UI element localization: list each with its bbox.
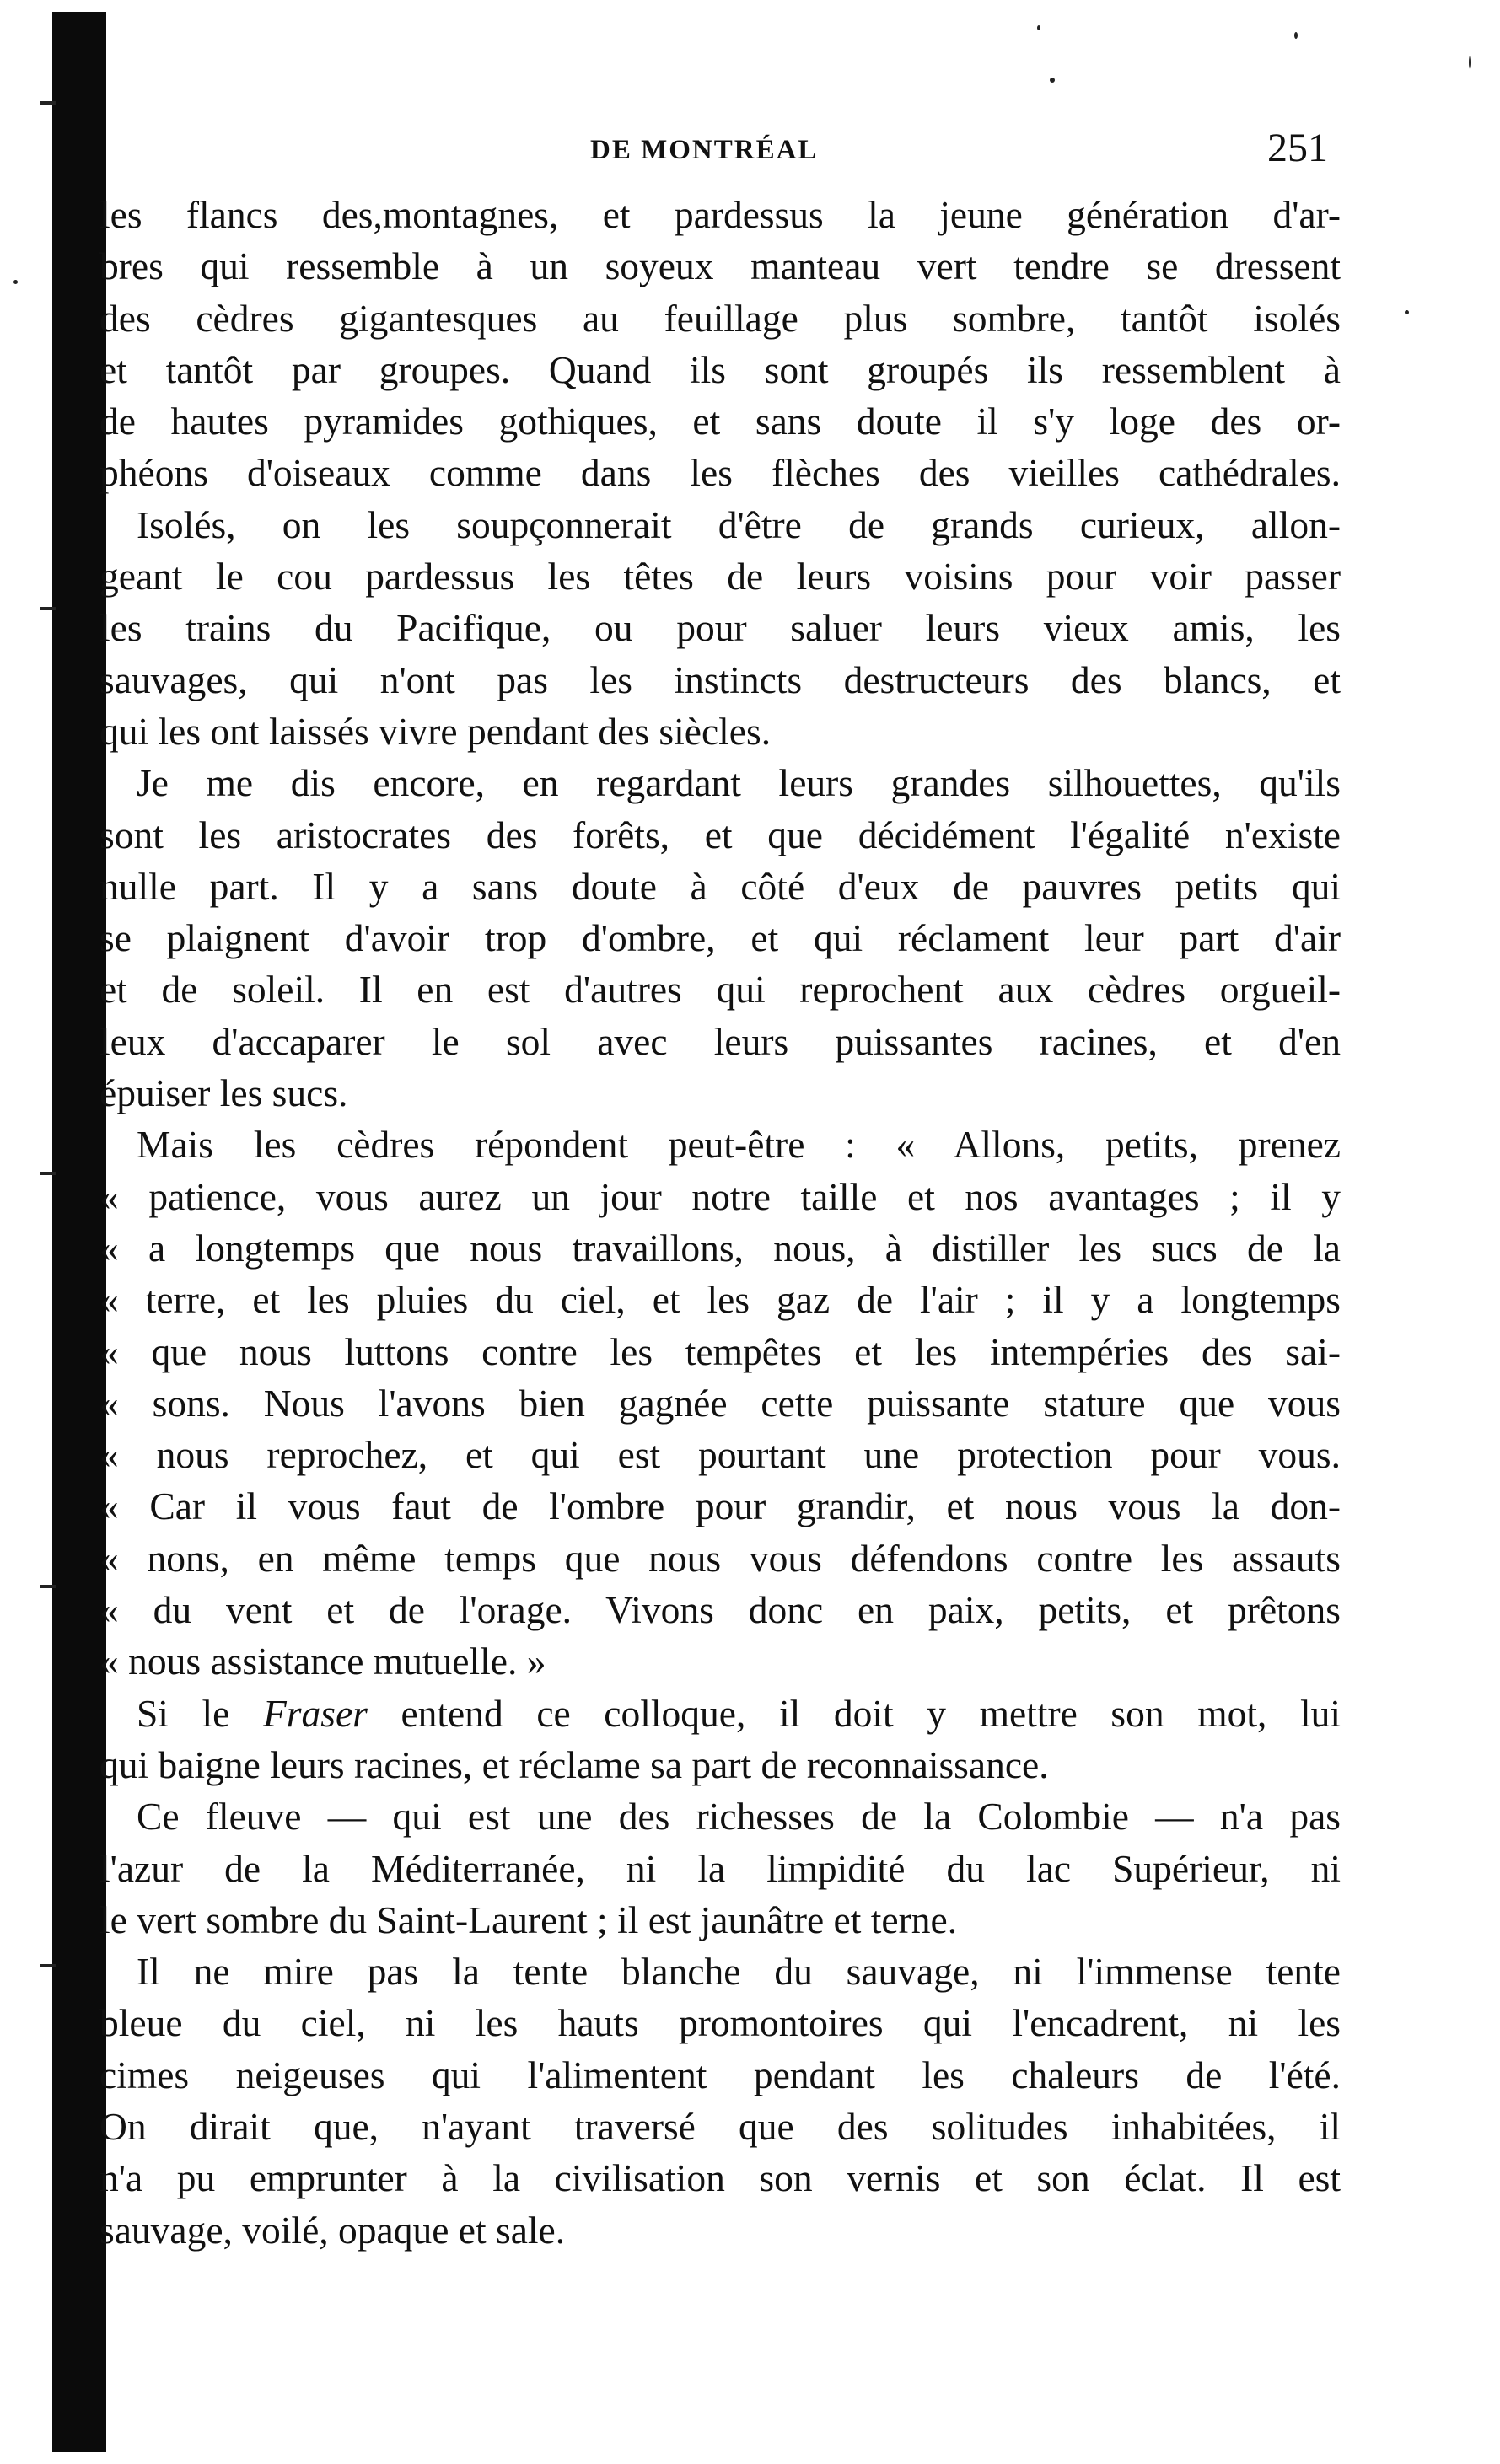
text-line: et de soleil. Il en est d'autres qui reprochent aux cèdres orgueil-	[99, 968, 1341, 1012]
ink-speck	[1294, 32, 1298, 39]
text-line: nulle part. Il y a sans doute à côté d'eux de pauvres petits qui	[99, 864, 1341, 908]
text-line: qui baigne leurs racines, et réclame sa part de reconnaissance.	[99, 1742, 1049, 1786]
text-line: de hautes pyramides gothiques, et sans doute il s'y loge des or-	[99, 400, 1341, 443]
text-line: « terre, et les pluies du ciel, et les gaz de l'air ; il y a longtemps	[99, 1278, 1341, 1322]
text-line: « a longtemps que nous travaillons, nous, à distiller les sucs de la	[99, 1226, 1341, 1270]
page-number: 251	[1267, 126, 1328, 170]
binding-notch	[40, 101, 56, 105]
text-line: Isolés, on les soupçonnerait d'être de grands curieux, allon-	[137, 502, 1341, 546]
text-line: bres qui ressemble à un soyeux manteau vert tendre se dressent	[99, 244, 1341, 288]
binding-edge	[52, 12, 106, 2452]
ink-speck	[1050, 78, 1055, 83]
text-line: phéons d'oiseaux comme dans les flèches des vieilles cathédrales.	[99, 451, 1341, 495]
text-line: sont les aristocrates des forêts, et que décidément l'égalité n'existe	[99, 813, 1341, 856]
ink-speck	[1405, 310, 1409, 314]
ink-speck	[1037, 25, 1040, 30]
text-line: Je me dis encore, en regardant leurs grandes silhouettes, qu'ils	[137, 761, 1341, 805]
text-line: les flancs des,montagnes, et pardessus la jeune génération d'ar-	[99, 193, 1341, 236]
text-line: le vert sombre du Saint-Laurent ; il est jaunâtre et terne.	[99, 1898, 958, 1941]
running-header	[101, 125, 1328, 184]
text-line: « que nous luttons contre les tempêtes et les intempéries des sai-	[99, 1329, 1341, 1373]
text-line: « Car il vous faut de l'ombre pour grandir, et nous vous la don-	[99, 1484, 1341, 1528]
text-line: « patience, vous aurez un jour notre taille et nos avantages ; il y	[99, 1174, 1341, 1218]
text-line: geant le cou pardessus les têtes de leurs voisins pour voir passer	[99, 555, 1341, 599]
header-title: DE MONTRÉAL	[590, 135, 819, 165]
text-line: « nous assistance mutuelle. »	[99, 1640, 546, 1683]
ink-speck	[1469, 56, 1471, 69]
binding-notch	[40, 607, 56, 610]
text-line: « nons, en même temps que nous vous défendons contre les assauts	[99, 1536, 1341, 1580]
text-line: « du vent et de l'orage. Vivons donc en paix, petits, et prêtons	[99, 1588, 1341, 1632]
text-line: bleue du ciel, ni les hauts promontoires qui l'encadrent, ni les	[99, 2001, 1341, 2045]
text-line: qui les ont laissés vivre pendant des siècles.	[99, 709, 772, 753]
text-line: épuiser les sucs.	[99, 1071, 348, 1115]
text-line: « sons. Nous l'avons bien gagnée cette puissante stature que vous	[99, 1381, 1341, 1425]
binding-notch	[40, 1964, 56, 1967]
text-line: les trains du Pacifique, ou pour saluer leurs vieux amis, les	[99, 606, 1341, 650]
text-line: l'azur de la Méditerranée, ni la limpidité du lac Supérieur, ni	[99, 1846, 1341, 1890]
text-line: On dirait que, n'ayant traversé que des solitudes inhabitées, il	[99, 2104, 1341, 2148]
ink-speck	[13, 280, 18, 284]
text-line: se plaignent d'avoir trop d'ombre, et qui réclament leur part d'air	[99, 916, 1341, 960]
text-line: leux d'accaparer le sol avec leurs puissantes racines, et d'en	[99, 1019, 1341, 1063]
body-text	[99, 189, 1341, 2256]
binding-notch	[40, 1172, 56, 1175]
text-line: sauvages, qui n'ont pas les instincts destructeurs des blancs, et	[99, 658, 1341, 701]
binding-notch	[40, 1585, 56, 1588]
text-line: Si le Fraser entend ce colloque, il doit y mettre son mot, lui	[137, 1691, 1341, 1735]
text-line: n'a pu emprunter à la civilisation son vernis et son éclat. Il est	[99, 2156, 1341, 2200]
text-line: sauvage, voilé, opaque et sale.	[99, 2208, 566, 2252]
text-line: des cèdres gigantesques au feuillage plus sombre, tantôt isolés	[99, 296, 1341, 340]
text-line: Mais les cèdres répondent peut-être : « Allons, petits, prenez	[137, 1123, 1341, 1167]
text-line: « nous reprochez, et qui est pourtant une protection pour vous.	[99, 1433, 1341, 1477]
text-line: Il ne mire pas la tente blanche du sauvage, ni l'immense tente	[137, 1950, 1341, 1994]
text-line: cimes neigeuses qui l'alimentent pendant les chaleurs de l'été.	[99, 2053, 1341, 2096]
text-line: Ce fleuve — qui est une des richesses de la Colombie — n'a pas	[137, 1795, 1341, 1839]
text-line: et tantôt par groupes. Quand ils sont groupés ils ressemblent à	[99, 347, 1341, 391]
